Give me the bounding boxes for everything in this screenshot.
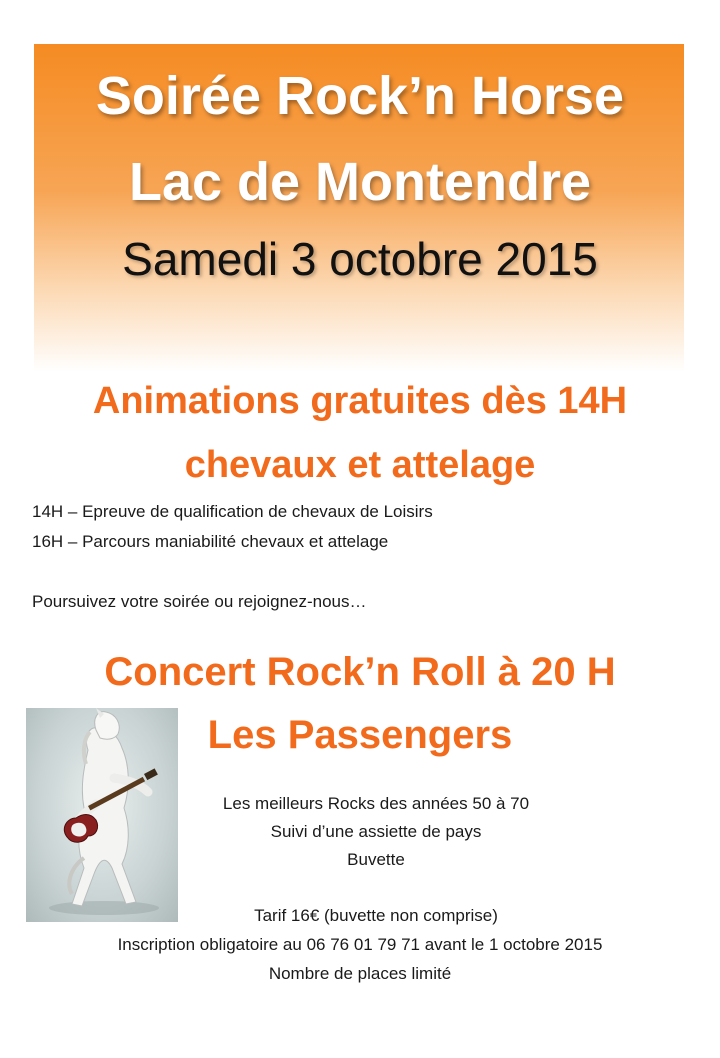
afternoon-subheading: chevaux et attelage xyxy=(184,444,536,486)
price-text: Tarif 16€ (buvette non comprise) xyxy=(254,906,498,925)
registration-text: Inscription obligatoire au 06 76 01 79 71 avant le 1 octobre 2015 xyxy=(117,935,603,954)
concert-heading: Concert Rock’n Roll à 20 H xyxy=(104,650,616,694)
concert-detail: Les meilleurs Rocks des années 50 à 70 xyxy=(222,794,530,813)
concert-detail: Suivi d’une assiette de pays xyxy=(270,822,482,841)
afternoon-heading: Animations gratuites dès 14H xyxy=(92,380,628,422)
event-date: Samedi 3 octobre 2015 xyxy=(122,233,598,285)
horse-guitar-image xyxy=(26,708,178,922)
schedule-item: 14H – Epreuve de qualification de chevaux de Loisirs xyxy=(32,502,433,521)
band-name: Les Passengers xyxy=(207,713,513,757)
limit-text: Nombre de places limité xyxy=(268,964,452,983)
schedule-item: 16H – Parcours maniabilité chevaux et attelage xyxy=(32,532,389,551)
event-title: Soirée Rock’n Horse xyxy=(95,66,625,126)
event-location: Lac de Montendre xyxy=(128,152,592,212)
horse-guitar-icon xyxy=(26,708,178,922)
concert-detail: Buvette xyxy=(347,850,405,869)
transition-text: Poursuivez votre soirée ou rejoignez-nous… xyxy=(32,592,367,611)
